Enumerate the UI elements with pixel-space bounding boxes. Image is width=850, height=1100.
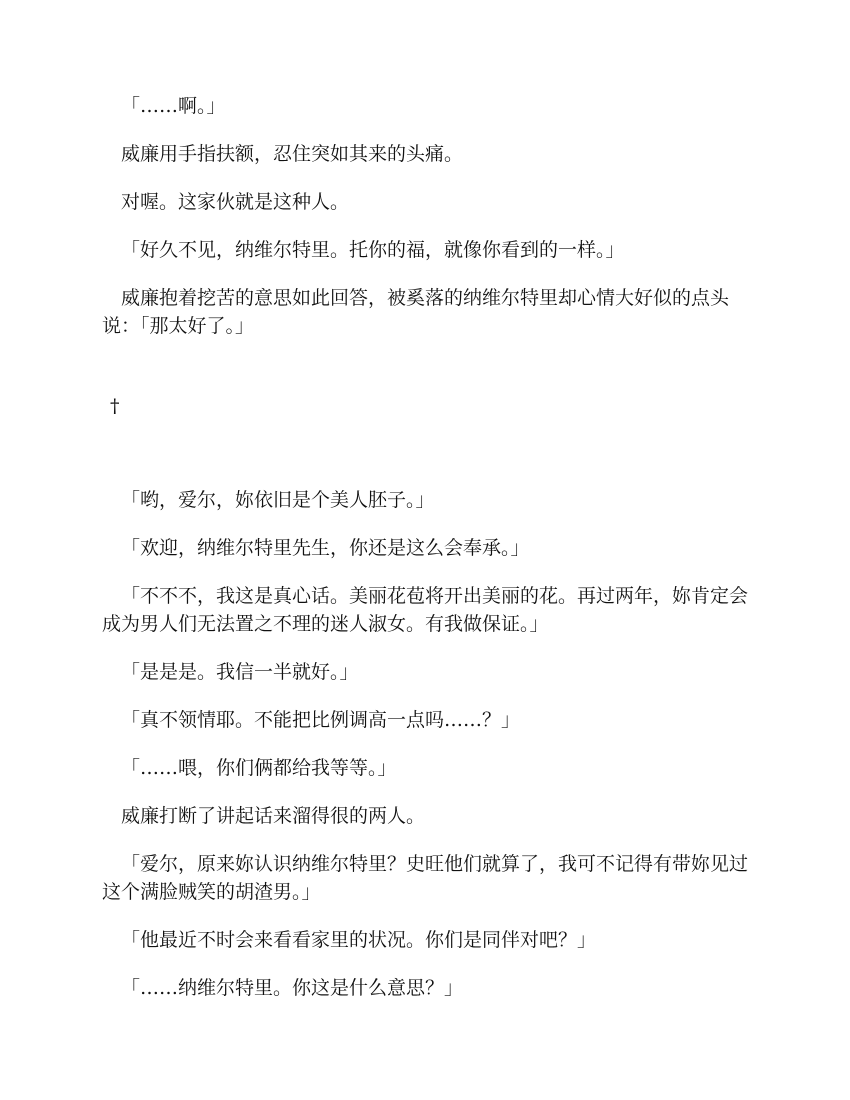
paragraph: 「他最近不时会来看看家里的状况。你们是同伴对吧？」 [121, 929, 597, 951]
paragraph: 「不不不，我这是真心话。美丽花苞将开出美丽的花。再过两年，妳肯定会成为男人们无法置之不理的迷人淑女。有我做保证。」 [102, 585, 749, 635]
paragraph: 「……啊。」 [121, 95, 226, 117]
paragraph: 对喔。这家伙就是这种人。 [121, 191, 350, 213]
paragraph: 「欢迎，纳维尔特里先生，你还是这么会奉承。」 [121, 537, 530, 559]
paragraph: 威廉用手指扶额，忍住突如其来的头痛。 [121, 143, 464, 165]
paragraph: 「爱尔，原来妳认识纳维尔特里？史旺他们就算了，我可不记得有带妳见过这个满脸贼笑的胡渣男。」 [102, 853, 749, 903]
paragraph: 「是是是。我信一半就好。」 [121, 661, 359, 683]
paragraph: 「哟，爱尔，妳依旧是个美人胚子。」 [121, 489, 435, 511]
paragraph: 「好久不见，纳维尔特里。托你的福，就像你看到的一样。」 [121, 239, 625, 261]
paragraph: 威廉打断了讲起话来溜得很的两人。 [121, 805, 426, 827]
paragraph: 「……纳维尔特里。你这是什么意思？」 [121, 977, 464, 999]
paragraph: 威廉抱着挖苦的意思如此回答，被奚落的纳维尔特里却心情大好似的点头说：「那太好了。」 [102, 287, 730, 337]
paragraph: 「……喂，你们俩都给我等等。」 [121, 757, 397, 779]
paragraph: 「真不领情耶。不能把比例调高一点吗……？」 [121, 709, 521, 731]
section-separator: † [110, 395, 120, 417]
